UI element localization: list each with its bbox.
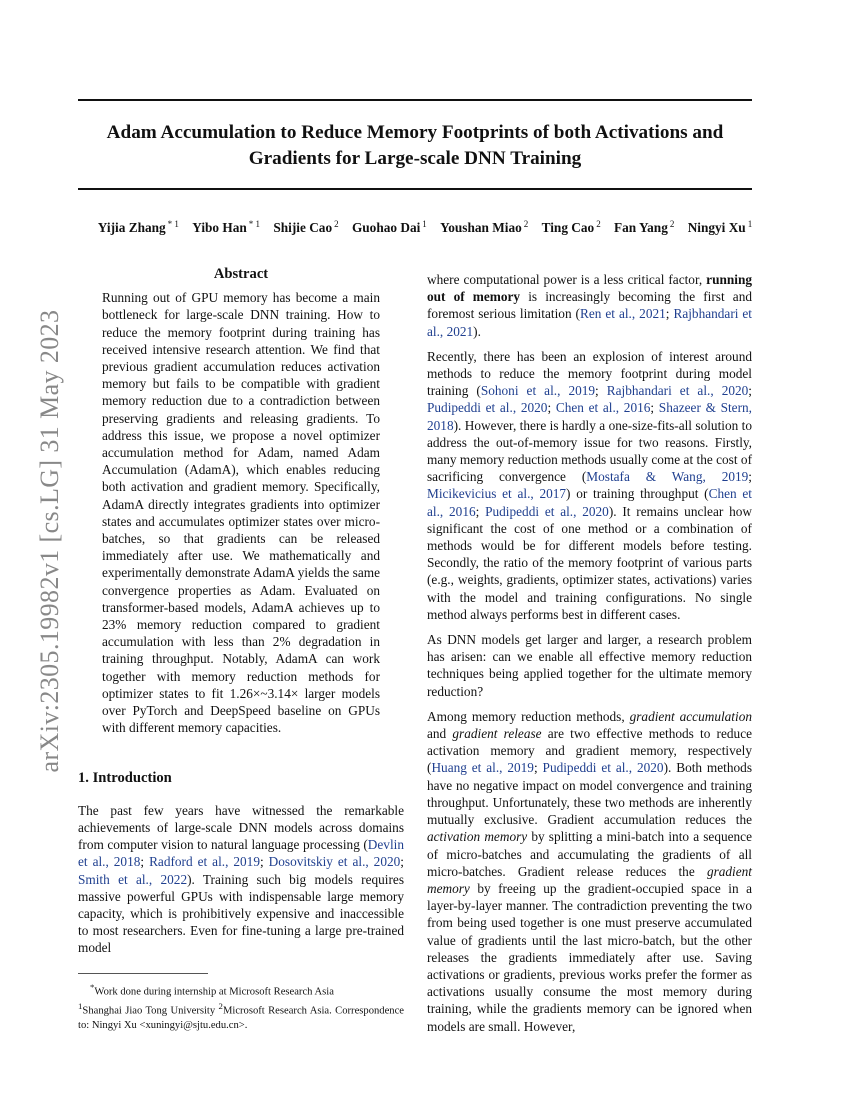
body-text: ; (748, 469, 752, 485)
citation-link[interactable]: Mostafa & Wang, 2019 (586, 469, 749, 485)
author-name: Ting Cao (541, 220, 595, 236)
citation-link[interactable]: Dosovitskiy et al., 2020 (268, 854, 401, 870)
footnote-text: Shanghai Jiao Tong University (82, 1005, 216, 1017)
body-text: ; (475, 503, 486, 519)
author-name: Yibo Han (192, 220, 247, 236)
author (542, 220, 601, 235)
citation-link[interactable]: Pudipeddi et al., 2020 (542, 760, 664, 776)
emphasis-bold: running out of memory (427, 272, 752, 305)
left-column (78, 266, 404, 1033)
intro-paragraph-1 (78, 802, 404, 957)
author-affiliation-mark: * 1 (248, 219, 261, 229)
citation-link[interactable]: Ren et al., 2021 (580, 306, 666, 322)
author (352, 220, 427, 235)
citation-link[interactable]: Radford et al., 2019 (149, 854, 260, 870)
body-text: ). Both methods have no negative impact on model convergence and training throughput. Unfortunately, these two methods are inherently mutually exclusive. Gradient accumulation reduces the (427, 760, 752, 828)
body-text: are two effective methods to reduce activation memory and gradient memory, respectively ( (427, 726, 752, 776)
citation-link[interactable]: Sohoni et al., 2019 (480, 383, 596, 399)
citation-link[interactable]: Chen et al., 2016 (555, 400, 651, 416)
title-rule-top (78, 99, 752, 101)
author-list (60, 219, 790, 236)
body-text: ; (547, 400, 556, 416)
body-text: ; (400, 854, 404, 870)
footnote-divider (78, 973, 208, 974)
author-name: Yijia Zhang (97, 220, 166, 236)
body-text: Recently, there has been an explosion of interest around methods to reduce the memory footprint during model training ( (427, 348, 752, 399)
body-text: ). However, there is hardly a one-size-fits-all solution to address the out-of-memory issue for two reasons. Firstly, many memory reduction methods usually come at the cost of sacrificing convergence ( (427, 417, 752, 485)
body-text: by freeing up the gradient-occupied space in a layer-by-layer manner. The contradiction preventing the two from being used together is one must preserve accumulated value of gradients until the last micro-batch, but the other releases the gradients immediately after use. Saving activations or gradients, previous works prefer the former as activations usually consume the most memory during training, while the gradients memory can be ignored when models are small. However, (427, 880, 752, 1034)
footnote-line (78, 980, 404, 1000)
body-text: ; (140, 854, 150, 870)
author-affiliation-mark: 1 (422, 219, 427, 229)
body-text: ; (259, 854, 269, 870)
body-text: and (427, 726, 453, 742)
citation-link[interactable]: Pudipeddi et al., 2020 (427, 400, 548, 416)
author (688, 220, 753, 235)
body-text: ; (748, 383, 752, 399)
emphasis-italic: gradient accumulation (629, 708, 752, 724)
citation-link[interactable]: Pudipeddi et al., 2020 (485, 503, 609, 519)
author (440, 220, 528, 235)
author-affiliation-mark: 1 (747, 219, 753, 229)
intro-paragraph-3: As DNN models get larger and larger, a research problem has arisen: can we enable all effective memory reduction techniques being applied together for the ultimate memory reduction? (427, 632, 752, 699)
citation-link[interactable]: Rajbhandari et al., 2021 (427, 306, 753, 339)
author-name: Ningyi Xu (687, 220, 746, 236)
author-affiliation-mark: 2 (669, 219, 675, 229)
citation-link[interactable]: Shazeer & Stern, 2018 (427, 400, 752, 433)
body-text: ; (595, 383, 607, 399)
body-text: The past few years have witnessed the remarkable achievements of large-scale DNN models across domains from computer vision to natural language processing ( (78, 802, 404, 853)
author-affiliation-mark: 2 (596, 219, 601, 229)
emphasis-italic: activation memory (427, 829, 528, 845)
body-text: ). (473, 323, 481, 339)
body-text: ; (533, 760, 543, 776)
citation-link[interactable]: Huang et al., 2019 (431, 760, 534, 776)
body-text: ; (650, 400, 659, 416)
footnote-text: Work done during internship at Microsoft Research Asia (94, 986, 334, 998)
citation-link[interactable]: Rajbhandari et al., 2020 (606, 383, 749, 399)
emphasis-italic: gradient release (452, 726, 542, 742)
arxiv-identifier-stamp: arXiv:2305.19982v1 [cs.LG] 31 May 2023 (35, 309, 64, 773)
author (98, 220, 179, 235)
right-column (427, 271, 752, 1043)
author-name: Guohao Dai (351, 220, 421, 236)
author-name: Shijie Cao (273, 220, 333, 236)
author-affiliation-mark: 2 (523, 219, 529, 229)
paper-title: Adam Accumulation to Reduce Memory Footprints of both Activations and Gradients for Large-scale DNN Training (106, 122, 724, 169)
footnote-line (78, 999, 404, 1033)
footnote-text: Microsoft Research Asia. Correspondence to: Ningyi Xu <xuningyi@sjtu.edu.cn>. (78, 1005, 404, 1031)
citation-link[interactable]: Micikevicius et al., 2017 (427, 486, 567, 502)
intro-paragraph-4 (427, 708, 752, 1035)
section-heading-introduction: 1. Introduction (78, 770, 172, 787)
emphasis-italic: gradient memory (427, 863, 752, 896)
body-text: ). Training such big models requires massive powerful GPUs with indispensable large memory capacity, which is prohibitively expensive and inaccessible to most researchers. Even for fine-tuning a large pre-trained model (78, 871, 404, 956)
body-text: ) or training throughput ( (566, 486, 709, 502)
footnote (78, 980, 404, 1033)
footnote-mark: * (90, 981, 95, 992)
body-text: by splitting a mini-batch into a sequence of micro-batches and accumulating the gradients of all micro-batches. Gradient release reduces the (427, 829, 752, 879)
citation-link[interactable]: Devlin et al., 2018 (78, 837, 404, 870)
body-text: Among memory reduction methods, (427, 708, 630, 724)
author-affiliation-mark: 2 (334, 219, 339, 229)
body-text: where computational power is a less critical factor, (427, 272, 707, 287)
author (614, 220, 674, 235)
author-name: Youshan Miao (440, 220, 522, 236)
intro-paragraph-1-continued (427, 271, 752, 340)
abstract-heading: Abstract (213, 266, 269, 282)
author-affiliation-mark: * 1 (167, 219, 179, 229)
intro-paragraph-2 (427, 348, 752, 623)
citation-link[interactable]: Smith et al., 2022 (78, 871, 188, 887)
body-text: ; (665, 306, 674, 322)
footnote-mark: 2 (218, 1001, 223, 1012)
author (192, 220, 260, 235)
body-text: ). It remains unclear how significant the cost of one method or a combination of methods would be for different models before testing. Secondly, the ratio of the memory footprint of various parts (e.g., weights, gradients, optimizer states, activations) varies with the model and training configurations. No single method always performs best in different cases. (427, 503, 752, 622)
author-name: Fan Yang (614, 220, 668, 236)
author (273, 220, 338, 235)
abstract-text: Running out of GPU memory has become a main bottleneck for large-scale DNN training. How to reduce the memory footprint during training has received intensive research attention. We find that previous gradient accumulation reduces activation memory but fails to be compatible with gradient memory reduction due to a contradiction between preserving gradients and releasing gradients. To address this issue, we propose a novel optimizer accumulation method for Adam, named Adam Accumulation (AdamA), which enables reducing both activation and gradient memory. Specifically, AdamA directly integrates gradients into optimizer states and accumulates optimizer states over micro-batches, so that gradients can be released immediately after use. We mathematically and experimentally demonstrate AdamA yields the same convergence properties as Adam. Evaluated on transformer-based models, AdamA achieves up to 23% memory reduction compared to gradient accumulation with less than 2% degradation in training throughput. Notably, AdamA can work together with memory reduction methods for optimizer states to fit 1.26×~3.14× larger models over PyTorch and DeepSpeed baseline on GPUs with different memory capacities. (102, 290, 380, 736)
footnote-mark: 1 (78, 1001, 83, 1012)
citation-link[interactable]: Chen et al., 2016 (427, 486, 752, 519)
body-text: is increasingly becoming the first and foremost serious limitation ( (427, 289, 752, 322)
title-rule-bottom (78, 188, 752, 190)
